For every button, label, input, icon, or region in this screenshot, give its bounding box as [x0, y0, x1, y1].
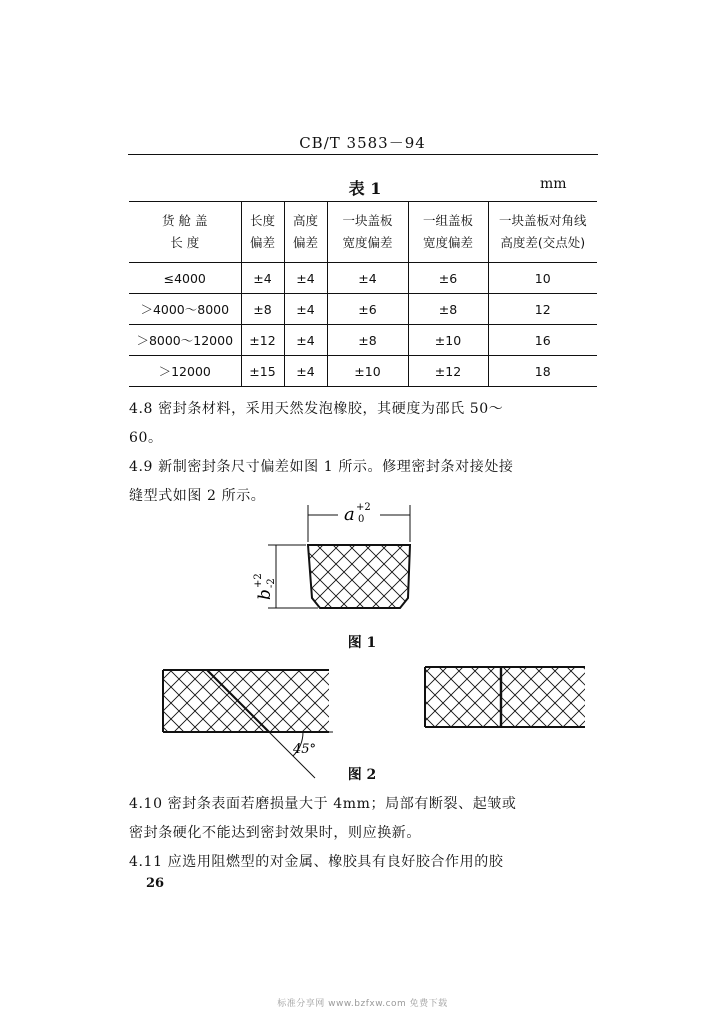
header-height-deviation: 高度 偏差 [284, 202, 327, 263]
table-cell: ±8 [241, 294, 284, 325]
table-cell: ±8 [408, 294, 488, 325]
height-tolerance-lower: -2 [266, 578, 277, 588]
table-cell: 12 [488, 294, 597, 325]
figure-1-seal-cross-section [240, 500, 440, 625]
height-symbol: b [255, 589, 275, 600]
table-cell: 10 [488, 263, 597, 294]
table-cell: ±15 [241, 356, 284, 387]
clause-4-10-line-2: 密封条硬化不能达到密封效果时，则应换新。 [129, 825, 421, 841]
figure-1-caption: 图 1 [347, 635, 377, 651]
clause-4-10-line-1: 4.10 密封条表面若磨损量大于 4mm；局部有断裂、起皱或 [129, 796, 517, 812]
table-row [129, 325, 597, 356]
header-diagonal-height-diff: 一块盖板对角线 高度差(交点处) [488, 202, 597, 263]
table-row [129, 294, 597, 325]
height-tolerance-upper: +2 [253, 573, 264, 588]
table-cell: ±4 [284, 294, 327, 325]
page-number: 26 [146, 876, 165, 891]
table-cell: 18 [488, 356, 597, 387]
watermark-footer: 标准分享网 www.bzfxw.com 免费下载 [277, 999, 448, 1009]
clause-4-8-line-2: 60。 [129, 430, 163, 446]
table-cell: ＞8000～12000 [129, 325, 241, 356]
seal-profile [306, 543, 412, 611]
table-cell: ±4 [327, 263, 408, 294]
header-hatch-length: 货 舱 盖 长 度 [129, 202, 241, 263]
table-header-row [129, 202, 597, 263]
header-rule [128, 154, 598, 155]
clause-4-8-line-1: 4.8 密封条材料，采用天然发泡橡胶，其硬度为邵氏 50～ [129, 401, 504, 417]
table-cell: ＞12000 [129, 356, 241, 387]
table-caption: 表 1 [348, 179, 382, 198]
table-cell: ±12 [241, 325, 284, 356]
figure-2-caption: 图 2 [347, 767, 377, 783]
table-cell: ±10 [408, 325, 488, 356]
width-tolerance-upper: +2 [356, 502, 371, 513]
diagonal-joint-seal [163, 670, 333, 778]
table-cell: ±12 [408, 356, 488, 387]
table-unit: mm [540, 176, 567, 192]
table-cell: ±4 [241, 263, 284, 294]
table-cell: ＞4000～8000 [129, 294, 241, 325]
table-cell: 16 [488, 325, 597, 356]
butt-joint-seal [425, 667, 585, 727]
table-cell: ±6 [408, 263, 488, 294]
table-cell: ±4 [284, 263, 327, 294]
header-panel-group-width: 一组盖板 宽度偏差 [408, 202, 488, 263]
table-cell: ≤4000 [129, 263, 241, 294]
header-single-panel-width: 一块盖板 宽度偏差 [327, 202, 408, 263]
width-tolerance-lower: 0 [358, 514, 365, 525]
width-symbol: a [344, 504, 355, 525]
width-dimension-line [308, 502, 410, 542]
table-row [129, 263, 597, 294]
header-length-deviation: 长度 偏差 [241, 202, 284, 263]
clause-4-9-line-2: 缝型式如图 2 所示。 [129, 488, 266, 504]
table-cell: ±4 [284, 325, 327, 356]
table-cell: ±8 [327, 325, 408, 356]
clause-4-9-line-1: 4.9 新制密封条尺寸偏差如图 1 所示。修理密封条对接处接 [129, 459, 514, 475]
tolerance-table [129, 201, 597, 387]
table-cell: ±6 [327, 294, 408, 325]
table-cell: ±10 [327, 356, 408, 387]
table-cell: ±4 [284, 356, 327, 387]
joint-angle-label: 45° [293, 742, 317, 757]
document-code-header: CB/T 3583－94 [299, 134, 426, 152]
clause-4-11-line-1: 4.11 应选用阻燃型的对金属、橡胶具有良好胶合作用的胶 [129, 854, 504, 870]
table-row [129, 356, 597, 387]
